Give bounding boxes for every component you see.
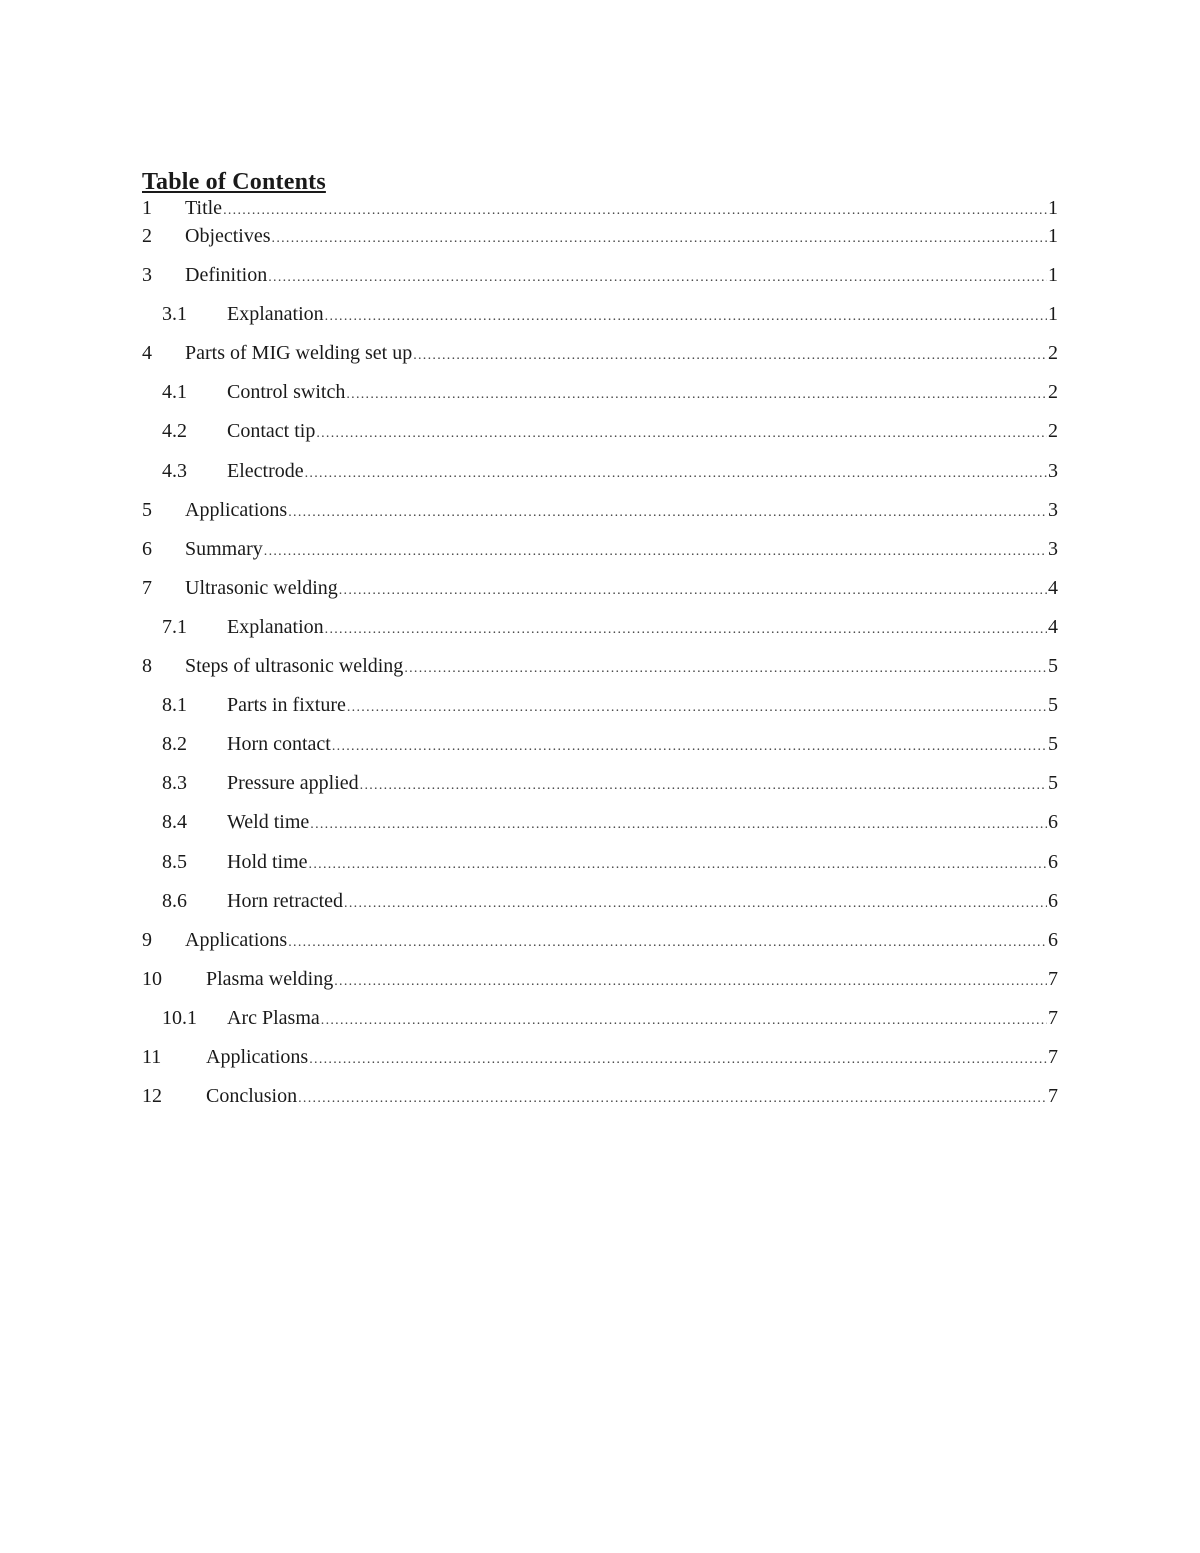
toc-dot-leader <box>288 935 1047 951</box>
toc-entry-label: Arc Plasma <box>227 1006 320 1029</box>
toc-dot-leader <box>325 622 1047 638</box>
toc-entry[interactable] <box>142 811 1058 850</box>
toc-entry-label: Horn retracted <box>227 889 344 912</box>
toc-entry-label: Parts of MIG welding set up <box>185 342 413 365</box>
toc-dot-leader <box>347 700 1047 716</box>
toc-entry[interactable] <box>142 538 1058 577</box>
toc-entry-number: 3.1 <box>162 303 187 326</box>
toc-dot-leader <box>298 1091 1047 1107</box>
toc-entry[interactable] <box>142 381 1058 420</box>
toc-entry-number: 2 <box>142 225 152 247</box>
toc-entry-number: 8.6 <box>162 889 187 912</box>
toc-entry-number: 6 <box>142 537 152 560</box>
toc-entry-label: Explanation <box>227 303 324 326</box>
toc-entry-page-number: 2 <box>1048 342 1058 365</box>
toc-dot-leader <box>404 661 1047 677</box>
toc-entry-label: Contact tip <box>227 420 316 443</box>
toc-dot-leader <box>288 505 1047 521</box>
toc-entry-page-number: 2 <box>1048 420 1058 443</box>
toc-entry-page-number: 1 <box>1048 225 1058 247</box>
toc-entry-number: 7 <box>142 576 152 599</box>
toc-dot-leader <box>272 231 1047 247</box>
toc-entry[interactable] <box>142 694 1058 733</box>
toc-entry-number: 4.1 <box>162 381 187 404</box>
toc-entry-page-number: 7 <box>1048 1006 1058 1029</box>
toc-entry-page-number: 6 <box>1048 889 1058 912</box>
toc-entry-page-number: 7 <box>1048 967 1058 990</box>
toc-entry[interactable] <box>142 772 1058 811</box>
toc-entry-label: Control switch <box>227 381 346 404</box>
toc-dot-leader <box>325 309 1047 325</box>
toc-entry-page-number: 6 <box>1048 928 1058 951</box>
toc-entry[interactable] <box>142 851 1058 890</box>
toc-dot-leader <box>360 778 1047 794</box>
toc-entry-number: 3 <box>142 264 152 287</box>
toc-dot-leader <box>332 739 1047 755</box>
toc-entry-label: Applications <box>185 498 288 521</box>
toc-dot-leader <box>223 203 1047 219</box>
toc-entry[interactable] <box>142 616 1058 655</box>
toc-dot-leader <box>344 896 1047 912</box>
toc-entry[interactable] <box>142 420 1058 459</box>
toc-entry-page-number: 6 <box>1048 850 1058 873</box>
toc-entry-number: 4.3 <box>162 459 187 482</box>
toc-dot-leader <box>309 1052 1047 1068</box>
toc-entry-label: Horn contact <box>227 733 331 756</box>
toc-entry-page-number: 7 <box>1048 1085 1058 1108</box>
toc-entry-label: Explanation <box>227 615 324 638</box>
toc-entry-page-number: 6 <box>1048 811 1058 834</box>
toc-entry-label: Objectives <box>185 225 271 247</box>
toc-entry[interactable] <box>142 929 1058 968</box>
toc-entry-label: Steps of ultrasonic welding <box>185 655 404 678</box>
toc-entry-label: Summary <box>185 537 263 560</box>
toc-entry-page-number: 4 <box>1048 615 1058 638</box>
toc-entry[interactable] <box>142 968 1058 1007</box>
table-of-contents <box>142 167 1058 1124</box>
toc-entry-label: Electrode <box>227 459 304 482</box>
toc-entry-label: Hold time <box>227 850 308 873</box>
toc-entry-label: Conclusion <box>206 1085 298 1108</box>
toc-entry[interactable] <box>142 460 1058 499</box>
toc-entry[interactable] <box>142 225 1058 264</box>
toc-entry-page-number: 5 <box>1048 694 1058 717</box>
toc-entry-label: Applications <box>185 928 288 951</box>
toc-entry-label: Definition <box>185 264 268 287</box>
toc-entry[interactable] <box>142 890 1058 929</box>
toc-entry[interactable] <box>142 499 1058 538</box>
toc-entry-number: 8.4 <box>162 811 187 834</box>
toc-entry[interactable] <box>142 1007 1058 1046</box>
toc-dot-leader <box>305 466 1047 482</box>
toc-dot-leader <box>321 1013 1047 1029</box>
toc-entry-page-number: 3 <box>1048 459 1058 482</box>
toc-entry-page-number: 3 <box>1048 537 1058 560</box>
toc-entry-number: 8.1 <box>162 694 187 717</box>
toc-entry[interactable] <box>142 303 1058 342</box>
toc-entry-number: 4.2 <box>162 420 187 443</box>
toc-entry-page-number: 5 <box>1048 733 1058 756</box>
toc-entry[interactable] <box>142 197 1058 225</box>
toc-entry-page-number: 5 <box>1048 772 1058 795</box>
toc-entry-number: 8.5 <box>162 850 187 873</box>
toc-entry-label: Ultrasonic welding <box>185 576 338 599</box>
toc-entry[interactable] <box>142 342 1058 381</box>
toc-entry-label: Pressure applied <box>227 772 359 795</box>
toc-entry-label: Title <box>185 197 223 219</box>
toc-entry-label: Weld time <box>227 811 310 834</box>
toc-entry-page-number: 7 <box>1048 1045 1058 1068</box>
toc-entry[interactable] <box>142 655 1058 694</box>
toc-entry-number: 8 <box>142 655 152 678</box>
toc-entry-number: 7.1 <box>162 615 187 638</box>
toc-entry[interactable] <box>142 264 1058 303</box>
toc-entry-page-number: 1 <box>1048 264 1058 287</box>
toc-entry-number: 4 <box>142 342 152 365</box>
toc-entry-page-number: 1 <box>1048 303 1058 326</box>
toc-entry-label: Plasma welding <box>206 967 334 990</box>
toc-entry[interactable] <box>142 1046 1058 1085</box>
toc-entry[interactable] <box>142 577 1058 616</box>
toc-heading: Table of Contents <box>142 169 326 195</box>
toc-dot-leader <box>316 426 1047 442</box>
toc-entry-number: 12 <box>142 1085 162 1108</box>
toc-dot-leader <box>346 387 1047 403</box>
toc-dot-leader <box>310 817 1047 833</box>
toc-entry[interactable] <box>142 1085 1058 1124</box>
toc-entry-page-number: 3 <box>1048 498 1058 521</box>
toc-dot-leader <box>268 270 1047 286</box>
toc-entry-number: 8.2 <box>162 733 187 756</box>
toc-entry-page-number: 4 <box>1048 576 1058 599</box>
toc-dot-leader <box>334 974 1047 990</box>
toc-entry[interactable] <box>142 733 1058 772</box>
toc-entry-number: 10.1 <box>162 1006 197 1029</box>
toc-entry-number: 10 <box>142 967 162 990</box>
toc-entry-page-number: 1 <box>1048 197 1058 219</box>
toc-entry-number: 9 <box>142 928 152 951</box>
toc-entry-number: 5 <box>142 498 152 521</box>
toc-dot-leader <box>309 857 1047 873</box>
toc-list <box>142 197 1058 1124</box>
toc-entry-number: 8.3 <box>162 772 187 795</box>
toc-entry-page-number: 5 <box>1048 655 1058 678</box>
toc-entry-label: Parts in fixture <box>227 694 346 717</box>
toc-entry-number: 1 <box>142 197 152 219</box>
toc-dot-leader <box>413 348 1047 364</box>
toc-dot-leader <box>264 544 1047 560</box>
toc-entry-label: Applications <box>206 1045 309 1068</box>
toc-entry-number: 11 <box>142 1045 162 1068</box>
toc-dot-leader <box>339 583 1047 599</box>
toc-entry-page-number: 2 <box>1048 381 1058 404</box>
